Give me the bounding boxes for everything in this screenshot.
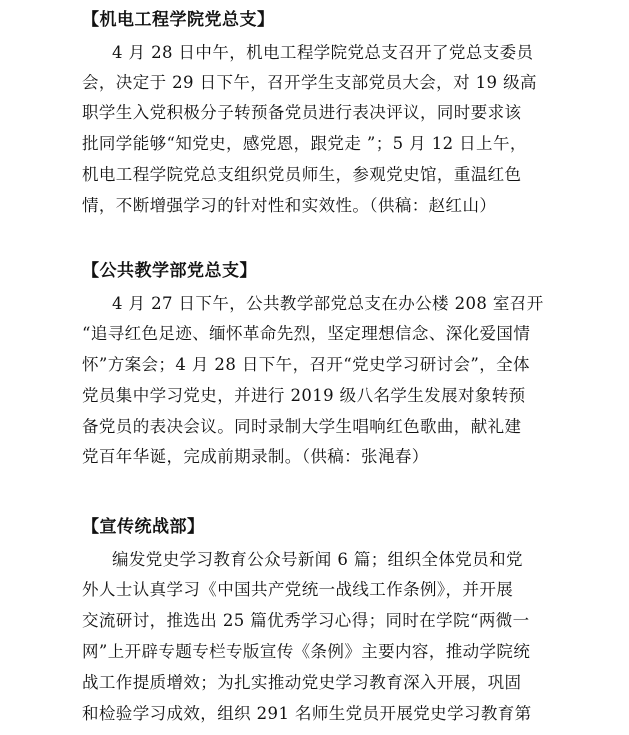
- paragraph-line: 备党员的表决会议。同时录制大学生唱响红色歌曲，献礼建: [82, 417, 522, 436]
- paragraph-line: 批同学能够“知党史，感党恩，跟党走 ”；5 月 12 日上午，: [82, 134, 527, 153]
- paragraph-line: 4 月 28 日中午，机电工程学院党总支召开了党总支委员: [112, 43, 534, 62]
- paragraph-line: 4 月 27 日下午，公共教学部党总支在办公楼 208 室召开: [112, 294, 544, 313]
- paragraph-line: 党百年华诞，完成前期录制。（供稿：张渑春）: [82, 447, 429, 466]
- paragraph-line: 怀”方案会；4 月 28 日下午，召开“党史学习研讨会”，全体: [82, 355, 530, 374]
- paragraph-line: 编发党史学习教育公众号新闻 6 篇；组织全体党员和党: [112, 550, 523, 569]
- paragraph-line: 党员集中学习党史，并进行 2019 级八名学生发展对象转预: [82, 386, 526, 405]
- paragraph-line: 交流研讨，推选出 25 篇优秀学习心得；同时在学院“两微一: [82, 611, 530, 630]
- paragraph-line: 外人士认真学习《中国共产党统一战线工作条例》，并开展: [82, 580, 514, 599]
- paragraph-line: 网”上开辟专题专栏专版宣传《条例》主要内容，推动学院统: [82, 642, 531, 661]
- section-title-jidian: 【机电工程学院党总支】: [82, 10, 275, 30]
- section-title-gonggong: 【公共教学部党总支】: [82, 261, 257, 281]
- paragraph-line: 情，不断增强学习的针对性和实效性。（供稿：赵红山）: [82, 196, 497, 215]
- paragraph-line: 机电工程学院党总支组织党员师生，参观党史馆，重温红色: [82, 165, 522, 184]
- paragraph-line: 战工作提质增效；为扎实推动党史学习教育深入开展，巩固: [82, 673, 522, 692]
- paragraph-line: 和检验学习成效，组织 291 名师生党员开展党史学习教育第: [82, 704, 532, 723]
- paragraph-line: 职学生入党积极分子转预备党员进行表决评议，同时要求该: [82, 103, 522, 122]
- section-title-xuanchuan: 【宣传统战部】: [82, 517, 205, 537]
- paragraph-line: 会，决定于 29 日下午，召开学生支部党员大会，对 19 级高: [82, 73, 537, 92]
- paragraph-line: “追寻红色足迹、缅怀革命先烈，坚定理想信念、深化爱国情: [82, 324, 531, 343]
